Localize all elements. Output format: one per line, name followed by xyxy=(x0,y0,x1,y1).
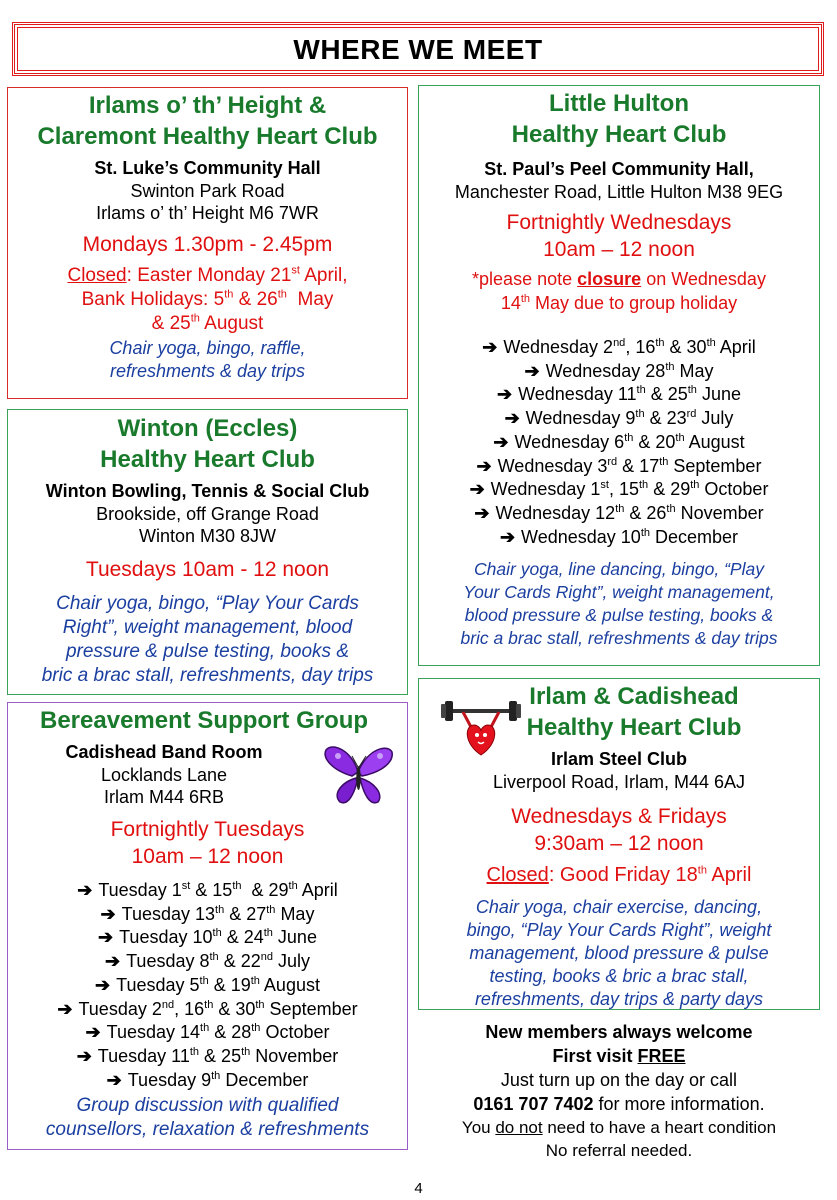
venue-address-1: Liverpool Road, Irlam, M44 6AJ xyxy=(492,772,746,792)
list-item: ➔ Tuesday 8th & 22nd July xyxy=(14,950,401,974)
welcome-info xyxy=(418,1020,820,1162)
closure-note: Closed: Good Friday 18th April xyxy=(486,864,752,886)
venue-name: Winton Bowling, Tennis & Social Club xyxy=(45,481,370,501)
arrow-right-icon: ➔ xyxy=(474,502,490,523)
irlams-club-box xyxy=(7,87,408,399)
list-item: ➔ Wednesday 11th & 25th June xyxy=(425,383,813,407)
club-name: Irlam & Cadishead Healthy Heart Club xyxy=(526,683,742,741)
arrow-right-icon: ➔ xyxy=(100,903,116,924)
venue-address-1: Manchester Road, Little Hulton M38 9EG xyxy=(454,182,784,202)
arrow-right-icon: ➔ xyxy=(95,974,111,995)
arrow-right-icon: ➔ xyxy=(57,998,73,1019)
meeting-time: Tuesdays 10am - 12 noon xyxy=(85,558,330,581)
list-item: ➔ Wednesday 10th December xyxy=(425,526,813,550)
list-item: ➔ Tuesday 1st & 15th & 29th April xyxy=(14,879,401,903)
group-name: Bereavement Support Group xyxy=(40,707,369,734)
arrow-right-icon: ➔ xyxy=(524,360,540,381)
venue-address-2: Irlams o’ th’ Height M6 7WR xyxy=(96,203,319,223)
arrow-right-icon: ➔ xyxy=(482,337,498,357)
activities: Chair yoga, bingo, raffle, refreshments & day trips xyxy=(109,338,306,381)
meeting-frequency: Fortnightly Wednesdays xyxy=(506,211,732,234)
venue-name: St. Luke’s Community Hall xyxy=(94,158,321,178)
heart-weightlifter-icon xyxy=(441,697,521,759)
page-title-box xyxy=(12,22,824,76)
arrow-right-icon: ➔ xyxy=(105,951,121,972)
page-number: 4 xyxy=(414,1180,423,1197)
activities: Chair yoga, chair exercise, dancing, bingo, “Play Your Cards Right”, weight management, blood pressure & pulse testing, books & bric a brac stall, refreshments, day trips & party days xyxy=(466,897,772,1009)
list-item: ➔ Wednesday 3rd & 17th September xyxy=(425,455,813,479)
list-item: ➔ Tuesday 5th & 19th August xyxy=(14,974,401,998)
list-item: ➔ Wednesday 12th & 26th November xyxy=(425,502,813,526)
arrow-right-icon: ➔ xyxy=(493,431,509,452)
arrow-right-icon: ➔ xyxy=(77,880,93,900)
list-item: ➔ Tuesday 13th & 27th May xyxy=(14,903,401,927)
list-item: ➔ Wednesday 28th May xyxy=(425,360,813,384)
bereavement-group-box xyxy=(7,702,408,1150)
club-name: Irlams o’ th’ Height & Claremont Healthy Heart Club xyxy=(37,92,378,150)
welcome-line: New members always welcome xyxy=(485,1022,753,1042)
venue-address-1: Brookside, off Grange Road xyxy=(96,504,319,524)
list-item: ➔ Wednesday 6th & 20th August xyxy=(425,431,813,455)
arrow-right-icon: ➔ xyxy=(76,1045,92,1066)
venue-address-1: Swinton Park Road xyxy=(130,181,285,201)
little-hulton-club-box xyxy=(418,85,820,666)
turn-up-line: Just turn up on the day or call xyxy=(500,1070,738,1090)
list-item: ➔ Tuesday 2nd, 16th & 30th September xyxy=(14,998,401,1022)
phone-line: 0161 707 7402 for more information. xyxy=(473,1094,765,1114)
venue-address-2: Irlam M44 6RB xyxy=(103,787,225,807)
closure-note: *please note closure on Wednesday 14th May due to group holiday xyxy=(472,269,766,313)
list-item: ➔ Tuesday 10th & 24th June xyxy=(14,926,401,950)
list-item: ➔ Tuesday 11th & 25th November xyxy=(14,1045,401,1069)
page-title: WHERE WE MEET xyxy=(293,34,543,65)
dates-list xyxy=(425,336,813,549)
first-visit-line: First visit FREE xyxy=(552,1046,686,1066)
meeting-days: Wednesdays & Fridays xyxy=(511,805,727,828)
meeting-time: Mondays 1.30pm - 2.45pm xyxy=(82,233,333,256)
arrow-right-icon: ➔ xyxy=(98,927,114,948)
butterfly-icon xyxy=(322,742,396,808)
no-referral-line: No referral needed. xyxy=(545,1141,693,1160)
meeting-frequency: Fortnightly Tuesdays xyxy=(110,818,305,841)
list-item: ➔ Wednesday 9th & 23rd July xyxy=(425,407,813,431)
no-condition-line: You do not need to have a heart condition xyxy=(461,1118,777,1137)
venue-name: Cadishead Band Room xyxy=(65,742,263,762)
list-item: ➔ Tuesday 9th December xyxy=(14,1069,401,1093)
club-name: Little Hulton Healthy Heart Club xyxy=(511,90,727,148)
meeting-time: 9:30am – 12 noon xyxy=(534,832,704,855)
closure-note: Closed: Easter Monday 21st April, Bank Holidays: 5th & 26th May & 25th August xyxy=(67,264,348,334)
arrow-right-icon: ➔ xyxy=(106,1069,122,1090)
venue-name: St. Paul’s Peel Community Hall, xyxy=(484,159,754,179)
activities: Chair yoga, bingo, “Play Your Cards Right”, weight management, blood pressure & pulse testing, books & bric a brac stall, refreshments, day trips xyxy=(41,593,374,686)
arrow-right-icon: ➔ xyxy=(469,479,485,500)
meeting-time: 10am – 12 noon xyxy=(543,238,695,261)
dates-list xyxy=(14,879,401,1092)
phone-number: 0161 707 7402 xyxy=(473,1094,594,1114)
arrow-right-icon: ➔ xyxy=(476,455,492,476)
arrow-right-icon: ➔ xyxy=(499,526,516,547)
winton-club-box xyxy=(7,409,408,695)
venue-address-1: Locklands Lane xyxy=(100,765,228,785)
arrow-right-icon: ➔ xyxy=(497,384,513,405)
venue-name: Irlam Steel Club xyxy=(550,749,688,769)
meeting-time: 10am – 12 noon xyxy=(131,845,284,868)
list-item: ➔ Tuesday 14th & 28th October xyxy=(14,1021,401,1045)
club-name: Winton (Eccles) Healthy Heart Club xyxy=(100,415,315,473)
cadishead-club-box xyxy=(418,678,820,1010)
arrow-right-icon: ➔ xyxy=(85,1022,101,1043)
list-item: ➔ Wednesday 2nd, 16th & 30th April xyxy=(425,336,813,360)
activities: Group discussion with qualified counsellors, relaxation & refreshments xyxy=(45,1095,370,1141)
activities: Chair yoga, line dancing, bingo, “Play Your Cards Right”, weight management, blood pressure & pulse testing, books & bric a brac stall, refreshments & day trips xyxy=(460,559,778,649)
arrow-right-icon: ➔ xyxy=(504,408,520,429)
venue-address-2: Winton M30 8JW xyxy=(138,526,277,546)
list-item: ➔ Wednesday 1st, 15th & 29th October xyxy=(425,478,813,502)
